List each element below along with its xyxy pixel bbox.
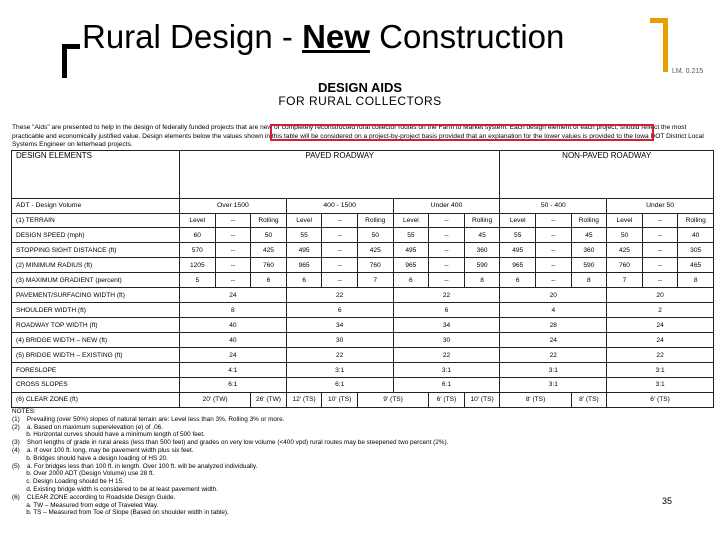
table-cell: 6' (TS) xyxy=(607,392,714,407)
note-line: a. TW – Measured from edge of Traveled Way. xyxy=(12,501,159,509)
table-cell: 10' (TS) xyxy=(322,392,358,407)
left-title-bracket xyxy=(62,44,80,78)
table-cell: 425 xyxy=(357,243,393,258)
table-cell: 3:1 xyxy=(500,378,607,393)
table-cell: -- xyxy=(215,243,251,258)
terrain-cell: Rolling xyxy=(678,213,714,228)
table-row xyxy=(12,243,714,258)
table-cell: 3:1 xyxy=(286,363,393,378)
table-row xyxy=(12,363,714,378)
table-cell: -- xyxy=(642,258,678,273)
note-line: b. Horizontal curves should have a minimum length of 500 feet. xyxy=(12,431,205,439)
terrain-cell: Level xyxy=(286,213,322,228)
table-cell: 24 xyxy=(180,288,287,303)
table-cell: 965 xyxy=(286,258,322,273)
table-cell: -- xyxy=(429,258,465,273)
notes-section xyxy=(12,408,652,517)
table-cell: 22 xyxy=(393,288,500,303)
table-cell: 24 xyxy=(500,333,607,348)
note-line: c. Design Loading should be H 15. xyxy=(12,478,124,486)
title-suffix: Construction xyxy=(369,18,565,55)
table-cell: 2 xyxy=(607,303,714,318)
table-cell: 7 xyxy=(607,273,643,288)
table-cell: -- xyxy=(322,243,358,258)
table-cell: 20' (TW) xyxy=(180,392,251,407)
table-cell: 22 xyxy=(286,348,393,363)
notes-lines xyxy=(12,416,652,517)
table-cell: 6:1 xyxy=(180,378,287,393)
adt-row xyxy=(12,198,714,213)
note-line: (6) CLEAR ZONE according to Roadside Design Guide. xyxy=(12,493,176,501)
title-prefix: Rural Design - xyxy=(82,18,303,55)
table-row xyxy=(12,333,714,348)
terrain-cell: -- xyxy=(322,213,358,228)
highlight-box xyxy=(270,124,654,141)
table-cell: 360 xyxy=(464,243,500,258)
table-cell: -- xyxy=(642,273,678,288)
terrain-row xyxy=(12,213,714,228)
table-cell: 6 xyxy=(393,303,500,318)
column-header-paved-roadway: PAVED ROADWAY xyxy=(180,151,500,199)
note-line: (2) a. Based on maximum superelevation (e) of .06. xyxy=(12,423,163,431)
terrain-cell: -- xyxy=(215,213,251,228)
table-cell: 50 xyxy=(607,228,643,243)
table-cell: 30 xyxy=(286,333,393,348)
table-cell: 30 xyxy=(393,333,500,348)
table-cell: 22 xyxy=(607,348,714,363)
table-cell: 40 xyxy=(180,333,287,348)
table-cell: 4 xyxy=(500,303,607,318)
table-cell: -- xyxy=(429,243,465,258)
corner-reference: LM. 0.215 xyxy=(672,68,704,75)
table-cell: 6 xyxy=(251,273,287,288)
notes-heading: NOTES: xyxy=(12,408,36,415)
table-row xyxy=(12,288,714,303)
table-cell: 8' (TS) xyxy=(500,392,571,407)
table-cell: 60 xyxy=(180,228,216,243)
table-cell: 20 xyxy=(500,288,607,303)
row-label: FORESLOPE xyxy=(12,363,180,378)
design-aids-table xyxy=(11,150,714,408)
table-cell: -- xyxy=(429,228,465,243)
note-line: b. Bridges should have a design loading of HS 20. xyxy=(12,454,168,462)
adt-group-cell: Under 50 xyxy=(607,198,714,213)
terrain-cell: Rolling xyxy=(571,213,607,228)
table-cell: 3:1 xyxy=(393,363,500,378)
table-cell: 360 xyxy=(571,243,607,258)
table-cell: -- xyxy=(322,228,358,243)
adt-group-cell: Under 400 xyxy=(393,198,500,213)
table-cell: -- xyxy=(536,258,572,273)
table-cell: 45 xyxy=(464,228,500,243)
table-cell: 20 xyxy=(607,288,714,303)
table-cell: 55 xyxy=(286,228,322,243)
table-cell: 425 xyxy=(251,243,287,258)
table-cell: 8 xyxy=(464,273,500,288)
table-cell: 590 xyxy=(571,258,607,273)
table-cell: 6:1 xyxy=(286,378,393,393)
note-line: (3) Short lengths of grade in rural areas (less than 500 feet) and grades on very low volume (<400 vpd) rural routes may be steepened two percent (2%). xyxy=(12,439,449,447)
table-cell: 965 xyxy=(393,258,429,273)
row-label: PAVEMENT/SURFACING WIDTH (ft) xyxy=(12,288,180,303)
terrain-cell: Rolling xyxy=(464,213,500,228)
table-row xyxy=(12,303,714,318)
table-cell: 8 xyxy=(571,273,607,288)
table-cell: 40 xyxy=(180,318,287,333)
row-label: (6) CLEAR ZONE (ft) xyxy=(12,392,180,407)
table-cell: 28 xyxy=(500,318,607,333)
row-label: DESIGN SPEED (mph) xyxy=(12,228,180,243)
table-cell: -- xyxy=(536,273,572,288)
design-aids-heading: DESIGN AIDS xyxy=(317,80,403,95)
terrain-cell: Level xyxy=(607,213,643,228)
row-label: (2) MINIMUM RADIUS (ft) xyxy=(12,258,180,273)
table-cell: 4:1 xyxy=(180,363,287,378)
table-cell: 22 xyxy=(286,288,393,303)
table-cell: 22 xyxy=(393,348,500,363)
table-cell: -- xyxy=(322,273,358,288)
table-cell: -- xyxy=(322,258,358,273)
row-label: SHOULDER WIDTH (ft) xyxy=(12,303,180,318)
table-cell: 570 xyxy=(180,243,216,258)
table-cell: 8' (TS) xyxy=(571,392,607,407)
table-cell: 55 xyxy=(500,228,536,243)
table-cell: -- xyxy=(215,228,251,243)
table-cell: 425 xyxy=(607,243,643,258)
table-row xyxy=(12,273,714,288)
table-cell: 45 xyxy=(571,228,607,243)
slide-title xyxy=(82,18,564,56)
row-label: (3) MAXIMUM GRADIENT (percent) xyxy=(12,273,180,288)
note-line: (1) Prevailing (over 50%) slopes of natural terrain are: Level less than 3%, Rolling 3% or more. xyxy=(12,415,285,423)
table-cell: 10' (TS) xyxy=(464,392,500,407)
table-cell: 9' (TS) xyxy=(357,392,428,407)
adt-group-cell: 50 - 400 xyxy=(500,198,607,213)
column-header-non-paved-roadway: NON-PAVED ROADWAY xyxy=(500,151,714,199)
table-row xyxy=(12,318,714,333)
table-row xyxy=(12,378,714,393)
table-cell: 495 xyxy=(500,243,536,258)
note-line: b. Over 2000 ADT (Design Volume) use 28 ft. xyxy=(12,470,155,478)
table-cell: 465 xyxy=(678,258,714,273)
table-cell: 34 xyxy=(393,318,500,333)
table-cell: 24 xyxy=(607,333,714,348)
table-cell: 6 xyxy=(286,273,322,288)
column-header-design-elements: DESIGN ELEMENTS xyxy=(12,151,180,199)
table-cell: 1205 xyxy=(180,258,216,273)
row-label: CROSS SLOPES xyxy=(12,378,180,393)
terrain-cell: Level xyxy=(393,213,429,228)
terrain-cell: -- xyxy=(642,213,678,228)
table-cell: 24 xyxy=(607,318,714,333)
table-cell: 590 xyxy=(464,258,500,273)
terrain-cell: Rolling xyxy=(251,213,287,228)
table-cell: 305 xyxy=(678,243,714,258)
table-cell: 22 xyxy=(500,348,607,363)
table-row xyxy=(12,258,714,273)
table-cell: 8 xyxy=(678,273,714,288)
table-cell: 3:1 xyxy=(607,378,714,393)
table-cell: 3:1 xyxy=(500,363,607,378)
note-line: d. Existing bridge width is considered to be at least pavement width. xyxy=(12,485,219,493)
table-cell: 34 xyxy=(286,318,393,333)
terrain-cell: -- xyxy=(536,213,572,228)
table-cell: 50 xyxy=(357,228,393,243)
terrain-cell: Level xyxy=(500,213,536,228)
table-cell: 6' (TS) xyxy=(429,392,465,407)
table-cell: 760 xyxy=(357,258,393,273)
row-label: (1) TERRAIN xyxy=(12,213,180,228)
table-cell: -- xyxy=(429,273,465,288)
table-row xyxy=(12,348,714,363)
table-cell: 6 xyxy=(500,273,536,288)
rural-collectors-subheading: FOR RURAL COLLECTORS xyxy=(278,94,442,108)
table-cell: 40 xyxy=(678,228,714,243)
right-title-bracket xyxy=(650,18,668,72)
note-line: (5) a. For bridges less than 100 ft. in length. Over 100 ft. will be analyzed individually. xyxy=(12,462,258,470)
row-label: (5) BRIDGE WIDTH – EXISTING (ft) xyxy=(12,348,180,363)
table-cell: -- xyxy=(536,243,572,258)
table-cell: 495 xyxy=(286,243,322,258)
table-cell: -- xyxy=(215,258,251,273)
note-line: (4) a. If over 100 ft. long, may be pavement width plus six feet. xyxy=(12,446,194,454)
adt-group-cell: Over 1500 xyxy=(180,198,287,213)
table-cell: 7 xyxy=(357,273,393,288)
table-cell: 5 xyxy=(180,273,216,288)
table-cell: 760 xyxy=(251,258,287,273)
table-cell: 55 xyxy=(393,228,429,243)
note-line: b. TS – Measured from Toe of Slope (Based on shoulder width in table). xyxy=(12,509,229,517)
table-cell: 495 xyxy=(393,243,429,258)
table-cell: 965 xyxy=(500,258,536,273)
table-cell: 12' (TS) xyxy=(286,392,322,407)
table-cell: 24 xyxy=(180,348,287,363)
row-label: STOPPING SIGHT DISTANCE (ft) xyxy=(12,243,180,258)
terrain-cell: -- xyxy=(429,213,465,228)
table-cell: 760 xyxy=(607,258,643,273)
row-label: ADT - Design Volume xyxy=(12,198,180,213)
adt-group-cell: 400 - 1500 xyxy=(286,198,393,213)
table-cell: 50 xyxy=(251,228,287,243)
table-cell: 26' (TW) xyxy=(251,392,287,407)
table-row xyxy=(12,228,714,243)
page-number: 35 xyxy=(662,496,673,506)
intro-paragraph: These "Aids" are presented to help in the design of federally funded projects that are new or completely reconstructed rural collector routes on the Farm to Market system. Each design element of each project, should reflect the most practicable and economically justified value. Design elements below the values shown in this table will be considered on a project-by-project basis provided that an explanation for the lower values is provided to the Iowa DOT District Local Systems Engineer on letterhead projects. xyxy=(12,124,704,149)
table-cell: 6 xyxy=(393,273,429,288)
table-cell: -- xyxy=(642,243,678,258)
table-cell: -- xyxy=(642,228,678,243)
terrain-cell: Level xyxy=(180,213,216,228)
table-row xyxy=(12,392,714,407)
row-label: ROADWAY TOP WIDTH (ft) xyxy=(12,318,180,333)
row-label: (4) BRIDGE WIDTH – NEW (ft) xyxy=(12,333,180,348)
table-cell: 8 xyxy=(180,303,287,318)
table-cell: -- xyxy=(536,228,572,243)
title-emphasis: New xyxy=(302,18,370,55)
table-cell: 6 xyxy=(286,303,393,318)
table-cell: 6:1 xyxy=(393,378,500,393)
table-cell: -- xyxy=(215,273,251,288)
table-header-row xyxy=(12,151,714,199)
terrain-cell: Rolling xyxy=(357,213,393,228)
table-cell: 3:1 xyxy=(607,363,714,378)
